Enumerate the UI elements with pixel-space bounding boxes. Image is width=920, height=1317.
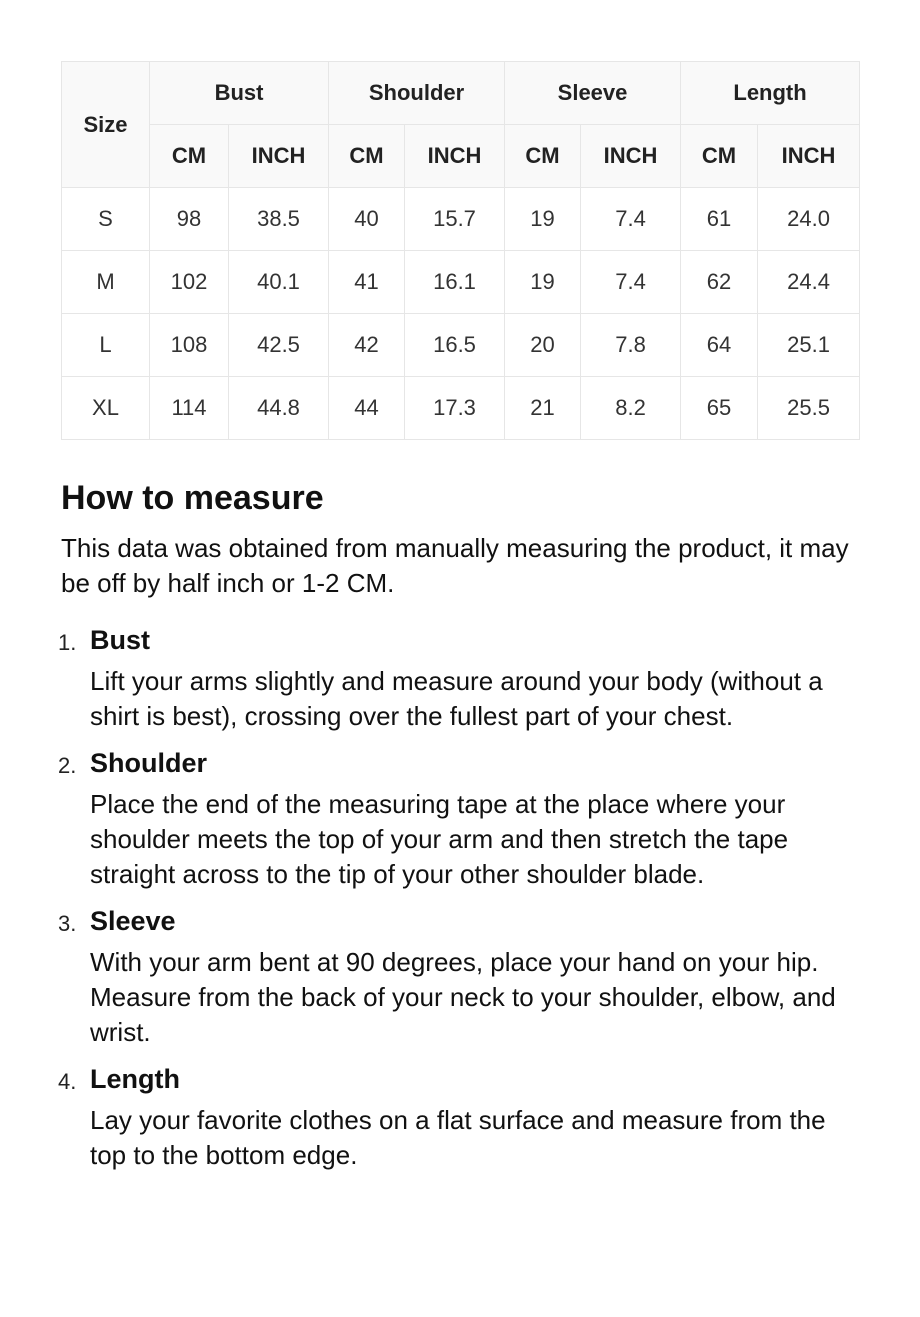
table-cell: 16.1 — [405, 251, 505, 314]
table-cell: 40.1 — [229, 251, 329, 314]
table-row — [62, 314, 860, 377]
table-cell: 44.8 — [229, 377, 329, 440]
step-length — [58, 1061, 861, 1173]
step-description: Lay your favorite clothes on a flat surface and measure from the top to the bottom edge. — [90, 1105, 826, 1170]
step-number: 2. — [58, 753, 77, 778]
size-cell: M — [62, 251, 150, 314]
size-cell: L — [62, 314, 150, 377]
table-cell: 16.5 — [405, 314, 505, 377]
table-cell: 65 — [681, 377, 758, 440]
table-cell: 19 — [505, 251, 581, 314]
unit-header: INCH — [758, 125, 860, 188]
table-cell: 20 — [505, 314, 581, 377]
size-cell: XL — [62, 377, 150, 440]
table-cell: 25.5 — [758, 377, 860, 440]
table-row — [62, 188, 860, 251]
table-cell: 8.2 — [581, 377, 681, 440]
step-description: Place the end of the measuring tape at the place where your shoulder meets the top of your arm and then stretch the tape straight across to the tip of your other shoulder blade. — [90, 789, 789, 889]
table-cell: 15.7 — [405, 188, 505, 251]
unit-header: CM — [150, 125, 229, 188]
intro-text: This data was obtained from manually measuring the product, it may be off by half inch or 1-2 CM. — [61, 533, 849, 598]
table-cell: 7.4 — [581, 251, 681, 314]
header-row-units — [62, 125, 860, 188]
step-number: 4. — [58, 1069, 77, 1094]
step-bust — [58, 622, 861, 734]
unit-header: CM — [681, 125, 758, 188]
step-title: Shoulder — [90, 748, 208, 778]
table-cell: 17.3 — [405, 377, 505, 440]
table-row — [62, 251, 860, 314]
size-cell: S — [62, 188, 150, 251]
table-cell: 40 — [329, 188, 405, 251]
unit-header: INCH — [229, 125, 329, 188]
step-description: With your arm bent at 90 degrees, place your hand on your hip. Measure from the back of your neck to your shoulder, elbow, and wrist. — [90, 947, 836, 1047]
table-cell: 42.5 — [229, 314, 329, 377]
table-cell: 7.4 — [581, 188, 681, 251]
table-cell: 108 — [150, 314, 229, 377]
table-cell: 64 — [681, 314, 758, 377]
table-cell: 24.4 — [758, 251, 860, 314]
sleeve-group-header: Sleeve — [505, 62, 681, 125]
table-cell: 62 — [681, 251, 758, 314]
table-cell: 25.1 — [758, 314, 860, 377]
step-number: 1. — [58, 630, 77, 655]
how-to-measure-heading: How to measure — [61, 479, 324, 517]
step-title: Bust — [90, 625, 150, 655]
step-number: 3. — [58, 911, 77, 936]
unit-header: CM — [329, 125, 405, 188]
table-cell: 102 — [150, 251, 229, 314]
table-row — [62, 377, 860, 440]
table-cell: 114 — [150, 377, 229, 440]
step-sleeve — [58, 903, 861, 1050]
header-row-groups — [62, 62, 860, 125]
table-cell: 19 — [505, 188, 581, 251]
size-column-header: Size — [62, 62, 150, 188]
table-cell: 21 — [505, 377, 581, 440]
unit-header: INCH — [581, 125, 681, 188]
table-cell: 38.5 — [229, 188, 329, 251]
step-title: Length — [90, 1064, 180, 1094]
length-group-header: Length — [681, 62, 860, 125]
table-cell: 42 — [329, 314, 405, 377]
table-cell: 41 — [329, 251, 405, 314]
table-cell: 7.8 — [581, 314, 681, 377]
step-shoulder — [58, 745, 861, 892]
unit-header: CM — [505, 125, 581, 188]
unit-header: INCH — [405, 125, 505, 188]
table-cell: 98 — [150, 188, 229, 251]
step-title: Sleeve — [90, 906, 176, 936]
size-chart-table — [61, 61, 860, 440]
bust-group-header: Bust — [150, 62, 329, 125]
step-description: Lift your arms slightly and measure around your body (without a shirt is best), crossing over the fullest part of your chest. — [90, 666, 823, 731]
measure-steps-list — [58, 622, 861, 1184]
table-cell: 24.0 — [758, 188, 860, 251]
table-cell: 61 — [681, 188, 758, 251]
shoulder-group-header: Shoulder — [329, 62, 505, 125]
table-cell: 44 — [329, 377, 405, 440]
